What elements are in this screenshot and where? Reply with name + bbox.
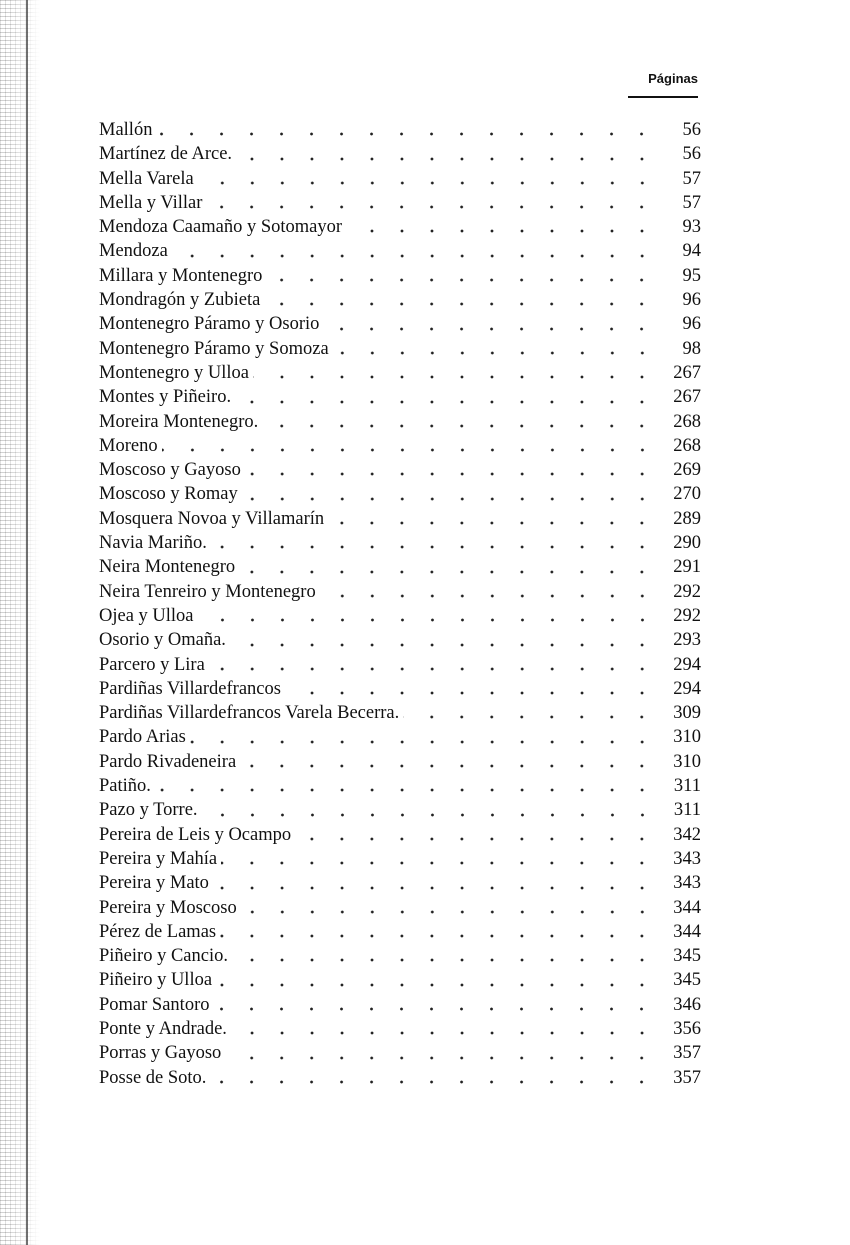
dot-leader (333, 337, 663, 361)
entry-name: Neira Tenreiro y Montenegro (99, 581, 316, 602)
index-entry (99, 264, 701, 288)
entry-page-number: 289 (673, 508, 701, 529)
entry-page-number: 95 (682, 265, 701, 286)
index-entry (99, 167, 701, 191)
index-entry (99, 725, 701, 749)
dot-leader (242, 482, 663, 506)
header-rule (628, 96, 698, 98)
entry-page-number: 56 (682, 144, 701, 165)
entry-name: Martínez de Arce. (99, 144, 233, 165)
entry-page-number: 96 (682, 290, 701, 311)
dot-leader (264, 288, 663, 312)
index-entry (99, 410, 701, 434)
index-entry (99, 507, 701, 531)
entry-name: Mosquera Novoa y Villamarín (99, 508, 325, 529)
entry-page-number: 267 (673, 362, 701, 383)
entry-name: Montes y Piñeiro. (99, 387, 232, 408)
index-entry (99, 555, 701, 579)
index-entry (99, 823, 701, 847)
entry-name: Pérez de Lamas (99, 921, 217, 942)
index-entry (99, 701, 701, 725)
entry-name: Pardiñas Villardefrancos Varela Becerra. (99, 703, 400, 724)
entry-page-number: 96 (682, 314, 701, 335)
entry-page-number: 269 (673, 460, 701, 481)
dot-leader (235, 385, 663, 409)
entry-name: Moreira Montenegro. (99, 411, 259, 432)
index-entry (99, 288, 701, 312)
entry-name: Ponte y Andrade. (99, 1018, 227, 1039)
dot-leader (320, 580, 663, 604)
pages-column-header (628, 70, 698, 98)
entry-name: Mondragón y Zubieta (99, 290, 261, 311)
entry-page-number: 356 (673, 1018, 701, 1039)
index-entry (99, 628, 701, 652)
index-entry (99, 580, 701, 604)
index-entry (99, 385, 701, 409)
entry-name: Pereira de Leis y Ocampo (99, 824, 292, 845)
index-entry (99, 191, 701, 215)
entry-name: Pomar Santoro (99, 994, 210, 1015)
dot-leader (198, 604, 663, 628)
entry-page-number: 294 (673, 654, 701, 675)
entry-name: Montenegro y Ulloa (99, 362, 250, 383)
entry-page-number: 290 (673, 533, 701, 554)
dot-leader (241, 896, 663, 920)
dot-leader (213, 871, 663, 895)
dot-leader (206, 191, 663, 215)
index-entry (99, 337, 701, 361)
entry-page-number: 310 (673, 751, 701, 772)
entry-name: Pardo Arias (99, 727, 186, 748)
dot-leader (220, 920, 663, 944)
entry-page-number: 310 (673, 727, 701, 748)
entry-name: Piñeiro y Ulloa (99, 970, 213, 991)
dot-leader (190, 725, 663, 749)
entry-name: Pereira y Mahía (99, 848, 218, 869)
entry-page-number: 93 (682, 217, 701, 238)
entry-name: Navia Mariño. (99, 533, 207, 554)
entry-page-number: 293 (673, 630, 701, 651)
entry-page-number: 267 (673, 387, 701, 408)
index-entry (99, 677, 701, 701)
entry-page-number: 294 (673, 678, 701, 699)
dot-leader (346, 215, 663, 239)
entry-page-number: 344 (673, 921, 701, 942)
entry-name: Pereira y Moscoso (99, 897, 237, 918)
index-entry (99, 458, 701, 482)
entry-page-number: 57 (682, 192, 701, 213)
index-entry (99, 142, 701, 166)
entry-page-number: 311 (673, 776, 701, 797)
index-entry (99, 118, 701, 142)
entry-page-number: 268 (673, 435, 701, 456)
index-entry (99, 215, 701, 239)
entry-name: Piñeiro y Cancio. (99, 946, 228, 967)
index-entry (99, 1066, 701, 1090)
entry-page-number: 270 (673, 484, 701, 505)
entry-name: Posse de Soto. (99, 1067, 207, 1088)
index-list (99, 118, 701, 1090)
dot-leader (221, 847, 663, 871)
entry-name: Pazo y Torre. (99, 800, 198, 821)
entry-page-number: 357 (673, 1043, 701, 1064)
entry-name: Montenegro Páramo y Osorio (99, 314, 320, 335)
entry-page-number: 345 (673, 946, 701, 967)
dot-leader (295, 823, 663, 847)
dot-leader (328, 507, 663, 531)
index-entry (99, 920, 701, 944)
dot-leader (232, 944, 663, 968)
entry-name: Mendoza Caamaño y Sotomayor (99, 217, 343, 238)
dot-leader (162, 434, 663, 458)
entry-page-number: 346 (673, 994, 701, 1015)
index-entry (99, 531, 701, 555)
dot-leader (285, 677, 663, 701)
index-entry (99, 750, 701, 774)
index-entry (99, 968, 701, 992)
entry-page-number: 292 (673, 605, 701, 626)
dot-leader (198, 167, 663, 191)
entry-name: Mallón (99, 120, 153, 140)
dot-leader (230, 628, 663, 652)
entry-page-number: 98 (682, 338, 701, 359)
entry-name: Neira Montenegro (99, 557, 236, 578)
entry-page-number: 94 (682, 241, 701, 262)
dot-leader (202, 798, 663, 822)
entry-name: Mella Varela (99, 168, 194, 189)
dot-leader (210, 1066, 663, 1090)
entry-name: Ojea y Ulloa (99, 605, 194, 626)
scan-binding-line (26, 0, 28, 1245)
entry-name: Pereira y Mato (99, 873, 209, 894)
entry-name: Pardiñas Villardefrancos (99, 678, 281, 699)
entry-page-number: 344 (673, 897, 701, 918)
dot-leader (236, 142, 663, 166)
entry-page-number: 311 (673, 800, 701, 821)
entry-page-number: 309 (673, 703, 701, 724)
dot-leader (155, 774, 663, 798)
entry-name: Mendoza (99, 241, 168, 262)
dot-leader (172, 239, 663, 263)
dot-leader (209, 653, 663, 677)
entry-page-number: 343 (673, 848, 701, 869)
entry-page-number: 357 (673, 1067, 701, 1088)
pages-header-label: Páginas (648, 71, 698, 86)
entry-name: Pardo Rivadeneira (99, 751, 237, 772)
index-entry (99, 896, 701, 920)
dot-leader (403, 701, 663, 725)
index-entry (99, 653, 701, 677)
entry-page-number: 56 (682, 120, 701, 140)
index-entry (99, 239, 701, 263)
dot-leader (253, 361, 663, 385)
entry-name: Porras y Gayoso (99, 1043, 222, 1064)
entry-name: Moscoso y Gayoso (99, 460, 241, 481)
entry-name: Montenegro Páramo y Somoza (99, 338, 329, 359)
index-entry (99, 993, 701, 1017)
entry-page-number: 57 (682, 168, 701, 189)
entry-name: Mella y Villar (99, 192, 203, 213)
dot-leader (245, 458, 663, 482)
dot-leader (225, 1041, 663, 1065)
index-entry (99, 847, 701, 871)
entry-page-number: 343 (673, 873, 701, 894)
entry-page-number: 342 (673, 824, 701, 845)
index-entry (99, 944, 701, 968)
index-entry (99, 361, 701, 385)
entry-page-number: 345 (673, 970, 701, 991)
index-entry (99, 774, 701, 798)
entry-page-number: 292 (673, 581, 701, 602)
dot-leader (211, 531, 663, 555)
dot-leader (240, 750, 663, 774)
dot-leader (213, 993, 663, 1017)
index-entry (99, 1041, 701, 1065)
entry-name: Osorio y Omaña. (99, 630, 226, 651)
dot-leader (231, 1017, 663, 1041)
dot-leader (266, 264, 663, 288)
index-entry (99, 871, 701, 895)
entry-name: Parcero y Lira (99, 654, 205, 675)
index-entry (99, 434, 701, 458)
entry-page-number: 291 (673, 557, 701, 578)
index-entry (99, 312, 701, 336)
entry-page-number: 268 (673, 411, 701, 432)
entry-name: Moscoso y Romay (99, 484, 238, 505)
entry-name: Millara y Montenegro (99, 265, 263, 286)
scan-binding-edge (0, 0, 40, 1245)
entry-name: Moreno (99, 435, 158, 456)
dot-leader (216, 968, 663, 992)
dot-leader (323, 312, 663, 336)
index-entry (99, 798, 701, 822)
dot-leader (156, 118, 663, 142)
entry-name: Patiño. (99, 776, 151, 797)
index-entry (99, 482, 701, 506)
index-entry (99, 604, 701, 628)
index-entry (99, 1017, 701, 1041)
dot-leader (239, 555, 663, 579)
dot-leader (262, 410, 663, 434)
